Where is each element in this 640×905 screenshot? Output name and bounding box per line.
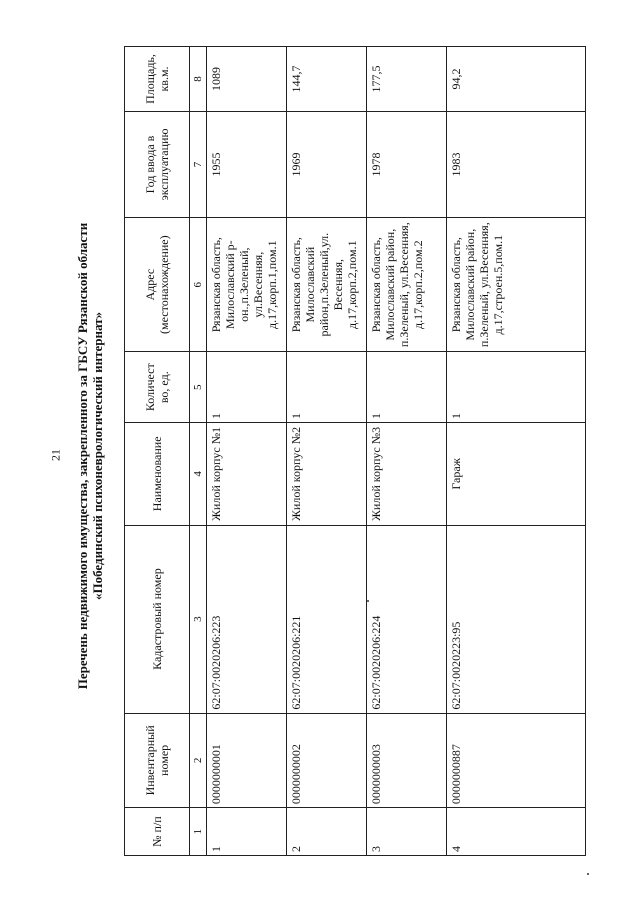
document-heading: [75, 26, 105, 886]
cell-qty: 1: [287, 352, 367, 423]
cell-year: 1983: [447, 112, 586, 218]
cell-area: 94,2: [447, 47, 586, 112]
cell-num: 2: [287, 808, 367, 856]
cell-qty: 1: [447, 352, 586, 423]
heading-line-2: «Побединский психоневрологический интернат»: [90, 311, 105, 601]
cell-inventory: 0000000001: [207, 713, 287, 808]
cell-inventory: 0000000002: [287, 713, 367, 808]
column-number-row: [190, 47, 207, 856]
cell-cadastral: 62:07:0020206:221: [287, 525, 367, 713]
header-num: № п/п: [125, 808, 190, 856]
cell-qty: 1: [367, 352, 447, 423]
cell-inventory: 0000000887: [447, 713, 586, 808]
cell-address: Рязанская область, Милославский р-он.,п.Зеленый, ул.Весенняя, д.17,корп.1,пом.1: [207, 217, 287, 351]
header-area: Площадь, кв.м.: [125, 47, 190, 112]
cell-num: 4: [447, 808, 586, 856]
column-number: 4: [190, 423, 207, 526]
column-number: 8: [190, 47, 207, 112]
column-number: 5: [190, 352, 207, 423]
property-table-container: [124, 46, 640, 856]
cell-inventory: 0000000003: [367, 713, 447, 808]
heading-line-1: Перечень недвижимого имущества, закрепленного за ГБСУ Рязанской области: [75, 222, 90, 690]
cell-cadastral: 62:07:0020206:224: [367, 525, 447, 713]
scan-speck: [367, 600, 369, 602]
column-number: 3: [190, 525, 207, 713]
scan-speck: [587, 873, 589, 875]
cell-year: 1969: [287, 112, 367, 218]
header-address: Адрес (местонахождение): [125, 217, 190, 351]
cell-year: 1978: [367, 112, 447, 218]
property-table: [124, 46, 586, 856]
cell-year: 1955: [207, 112, 287, 218]
table-row: [367, 47, 447, 856]
cell-name: Жилой корпус №1: [207, 423, 287, 526]
header-cadastral: Кадастровый номер: [125, 525, 190, 713]
cell-area: 177,5: [367, 47, 447, 112]
cell-address: Рязанская область, Милославский район, п.Зеленый, ул.Весенняя, д.17,корп.2,пом.2: [367, 217, 447, 351]
cell-num: 1: [207, 808, 287, 856]
table-row: [447, 47, 586, 856]
column-number: 2: [190, 713, 207, 808]
cell-area: 1089: [207, 47, 287, 112]
table-row: [287, 47, 367, 856]
cell-address: Рязанская область, Милославский район,п.Зеленый,ул. Весенняя, д.17,корп.2,пом.1: [287, 217, 367, 351]
cell-qty: 1: [207, 352, 287, 423]
cell-num: 3: [367, 808, 447, 856]
column-number: 6: [190, 217, 207, 351]
column-number: 7: [190, 112, 207, 218]
header-name: Наименование: [125, 423, 190, 526]
cell-area: 144,7: [287, 47, 367, 112]
cell-name: Гараж: [447, 423, 586, 526]
table-header-row: [125, 47, 190, 856]
column-number: 1: [190, 808, 207, 856]
header-inventory: Инвентарный номер: [125, 713, 190, 808]
cell-cadastral: 62:07:0020223:95: [447, 525, 586, 713]
header-qty: Количест во, ед.: [125, 352, 190, 423]
cell-cadastral: 62:07:0020206:223: [207, 525, 287, 713]
page-number: 21: [48, 449, 63, 461]
cell-name: Жилой корпус №2: [287, 423, 367, 526]
cell-name: Жилой корпус №3: [367, 423, 447, 526]
header-year: Год ввода в эксплуатацию: [125, 112, 190, 218]
cell-address: Рязанская область, Милославский район, п.Зеленый, ул.Весенняя, д.17,строен.5,пом.1: [447, 217, 586, 351]
table-row: [207, 47, 287, 856]
